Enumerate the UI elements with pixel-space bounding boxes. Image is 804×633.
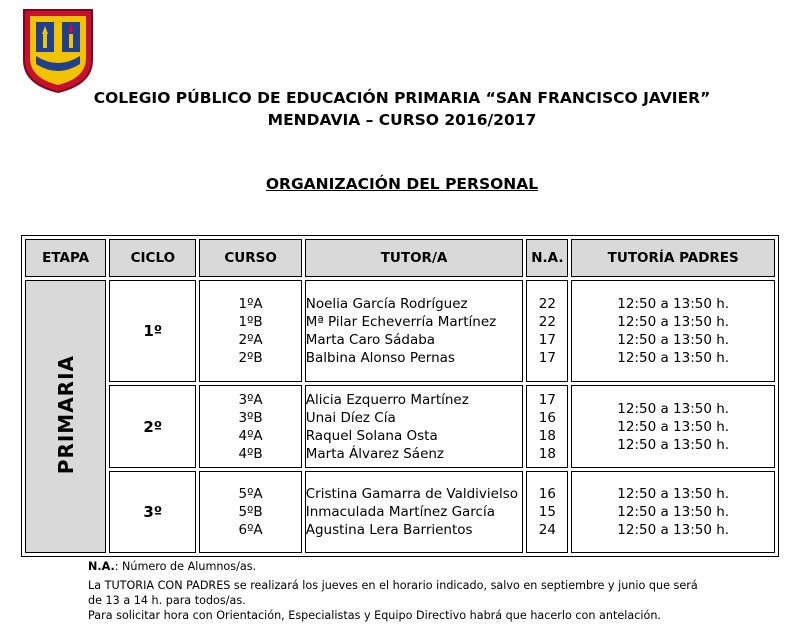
tutoria-item: 12:50 a 13:50 h. <box>617 349 730 366</box>
etapa-cell <box>25 280 106 553</box>
curso-item: 3ºB <box>238 409 263 426</box>
tutor-item: Cristina Gamarra de Valdivielso <box>305 486 519 503</box>
curso-cell <box>199 280 301 382</box>
tutor-item: Alicia Ezquerro Martínez <box>305 391 469 408</box>
tutoria-item: 12:50 a 13:50 h. <box>617 295 730 312</box>
tutoria-item: 12:50 a 13:50 h. <box>617 418 730 435</box>
tutor-item: Marta Álvarez Sáenz <box>305 445 445 462</box>
cycle-row <box>25 471 775 553</box>
tutoria-item: 12:50 a 13:50 h. <box>617 400 730 417</box>
footnote-solicitud: Para solicitar hora con Orientación, Especialistas y Equipo Directivo habrá que hacerlo con antelación. <box>88 609 661 622</box>
na-cell <box>526 385 568 469</box>
tutor-item: Agustina Lera Barrientos <box>305 522 473 539</box>
tutor-item: Noelia García Rodríguez <box>305 295 468 312</box>
tutor-item: Mª Pilar Echeverría Martínez <box>305 313 497 330</box>
na-item: 17 <box>538 391 556 408</box>
school-crest-icon <box>22 8 94 94</box>
tutoria-cell <box>571 280 775 382</box>
curso-item: 3ºA <box>238 391 263 408</box>
header-etapa: ETAPA <box>25 239 106 277</box>
tutoria-item: 12:50 a 13:50 h. <box>617 331 730 348</box>
table-header-row <box>25 239 775 277</box>
na-item: 16 <box>538 486 556 503</box>
tutor-cell <box>305 385 524 469</box>
tutor-item: Balbina Alonso Pernas <box>305 349 455 366</box>
footnote-na-label: N.A. <box>88 560 115 573</box>
ciclo-cell: 1º <box>109 280 196 382</box>
staff-table <box>21 235 779 557</box>
na-cell <box>526 280 568 382</box>
na-item: 17 <box>538 331 556 348</box>
tutor-item: Marta Caro Sádaba <box>305 331 436 348</box>
tutoria-cell <box>571 471 775 553</box>
curso-item: 4ºB <box>238 445 263 462</box>
curso-item: 2ºB <box>238 349 263 366</box>
curso-item: 5ºB <box>238 504 263 521</box>
tutor-item: Raquel Solana Osta <box>305 427 438 444</box>
tutoria-item: 12:50 a 13:50 h. <box>617 522 730 539</box>
na-item: 16 <box>538 409 556 426</box>
tutor-item: Unai Díez Cía <box>305 409 396 426</box>
ciclo-cell: 3º <box>109 471 196 553</box>
na-item: 18 <box>538 427 556 444</box>
footnote-na-text: : Número de Alumnos/as. <box>114 560 257 573</box>
na-item: 24 <box>538 522 556 539</box>
na-item: 15 <box>538 504 556 521</box>
footnote-na <box>88 559 256 574</box>
tutoria-item: 12:50 a 13:50 h. <box>617 504 730 521</box>
header-ciclo: CICLO <box>109 239 196 277</box>
ciclo-cell: 2º <box>109 385 196 469</box>
na-cell <box>526 471 568 553</box>
curso-item: 5ºA <box>238 486 263 503</box>
na-item: 22 <box>538 313 556 330</box>
school-location-year: MENDAVIA – CURSO 2016/2017 <box>267 111 537 129</box>
cycle-row <box>25 280 775 382</box>
curso-item: 1ºB <box>238 313 263 330</box>
na-item: 17 <box>538 349 556 366</box>
tutoria-cell <box>571 385 775 469</box>
curso-cell <box>199 471 301 553</box>
cycle-row <box>25 385 775 469</box>
header-na: N.A. <box>526 239 568 277</box>
curso-cell <box>199 385 301 469</box>
curso-item: 1ºA <box>238 295 263 312</box>
page-title: ORGANIZACIÓN DEL PERSONAL <box>265 175 539 193</box>
tutoria-item: 12:50 a 13:50 h. <box>617 313 730 330</box>
curso-item: 4ºA <box>238 427 263 444</box>
header-curso: CURSO <box>199 239 301 277</box>
curso-item: 6ºA <box>238 522 263 539</box>
tutoria-item: 12:50 a 13:50 h. <box>617 436 730 453</box>
footnote-tutoria: La TUTORIA CON PADRES se realizará los jueves en el horario indicado, salvo en septiembre y junio que será de 13 a 14 h. para todos/as. <box>88 579 698 607</box>
tutor-item: Inmaculada Martínez García <box>305 504 496 521</box>
header-tutoria: TUTORÍA PADRES <box>571 239 775 277</box>
header-tutor: TUTOR/A <box>305 239 524 277</box>
tutoria-item: 12:50 a 13:50 h. <box>617 486 730 503</box>
tutor-cell <box>305 280 524 382</box>
tutor-cell <box>305 471 524 553</box>
school-name: COLEGIO PÚBLICO DE EDUCACIÓN PRIMARIA “SAN FRANCISCO JAVIER” <box>93 89 711 107</box>
na-item: 18 <box>538 445 556 462</box>
na-item: 22 <box>538 295 556 312</box>
curso-item: 2ºA <box>238 331 263 348</box>
etapa-label: PRIMARIA <box>53 354 78 475</box>
